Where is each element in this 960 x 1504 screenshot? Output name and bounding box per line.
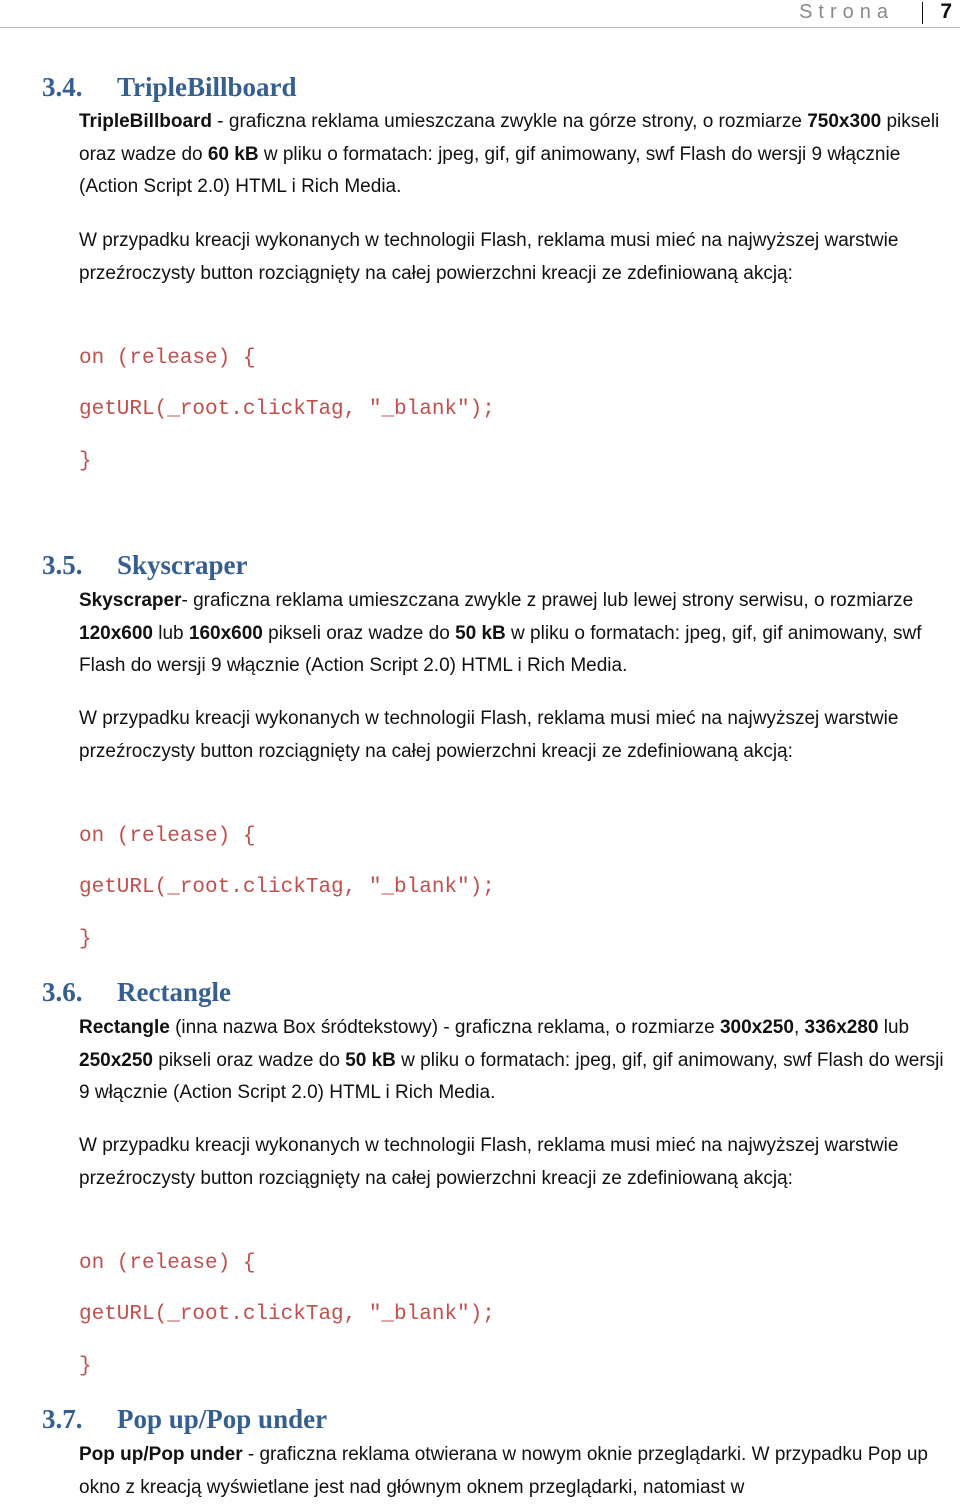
bold-term: TripleBillboard [79,111,213,132]
bold-term: 300x250 [719,1017,794,1038]
section-heading [42,550,248,581]
section-description [79,1439,959,1504]
header-divider [922,2,923,24]
bold-term: Rectangle [79,1017,170,1038]
code-line: } [79,928,92,951]
code-line: getURL(_root.clickTag, "_blank"); [79,876,495,899]
code-line: } [79,1355,92,1378]
code-line: getURL(_root.clickTag, "_blank"); [79,1303,495,1326]
text-run: pikseli oraz wadze do [262,622,456,644]
section-title: TripleBillboard [117,72,297,102]
section-number: 3.4. [42,72,83,102]
section-heading [42,1404,327,1435]
section-number: 3.6. [42,977,83,1007]
page-number: 7 [940,0,952,23]
code-line: on (release) { [79,347,256,370]
bold-term: Skyscraper [79,590,182,611]
text-run: , [793,1017,805,1038]
section-title: Rectangle [117,977,231,1007]
section-heading [42,72,297,103]
section-description [79,106,959,204]
header-page-word: Strona [799,1,894,23]
text-run: w pliku o formatach: jpeg, gif, gif animowany, swf Flash do wersji 9 włącznie (Action Script 2.0) HTML i Rich Media. [79,143,901,197]
code-line: on (release) { [79,1252,256,1275]
flash-note: W przypadku kreacji wykonanych w technologii Flash, reklama musi mieć na najwyższej warstwie przeźroczysty button rozciągnięty na całej powierzchni kreacji ze zdefiniowaną akcją: [79,708,899,762]
bold-term: 750x300 [807,111,882,132]
bold-term: Pop up/Pop under [79,1444,243,1465]
section-title: Pop up/Pop under [117,1404,328,1434]
text-run: lub [878,1017,910,1038]
section-number: 3.7. [42,1404,83,1434]
text-run: w pliku o formatach: jpeg, gif, gif animowany, swf Flash do wersji 9 włącznie (Action Script 2.0) HTML i Rich Media. [79,622,922,676]
text-run: - graficzna reklama umieszczana zwykle z prawej lub lewej strony serwisu, o rozmiarze [181,590,914,611]
section-title: Skyscraper [117,550,248,580]
code-line: } [79,450,92,473]
text-run: (inna nazwa Box śródtekstowy) - graficzna reklama, o rozmiarze [169,1017,720,1038]
flash-note: W przypadku kreacji wykonanych w technologii Flash, reklama musi mieć na najwyższej warstwie przeźroczysty button rozciągnięty na całej powierzchni kreacji ze zdefiniowaną akcją: [79,1135,899,1189]
page-header [0,0,960,28]
bold-term: 50 kB [455,622,506,644]
text-run: - graficzna reklama otwierana w nowym oknie przeglądarki. W przypadku Pop up okno z kreacją wyświetlane jest nad głównym oknem przeglądarki, natomiast w [79,1444,928,1498]
bold-term: 336x280 [804,1017,879,1038]
bold-term: 50 kB [345,1049,396,1071]
section-description [79,585,959,683]
text-run: w pliku o formatach: jpeg, gif, gif animowany, swf Flash do wersji 9 włącznie (Action Script 2.0) HTML i Rich Media. [79,1049,944,1103]
text-run: lub [152,622,189,644]
section-description [79,1012,959,1110]
flash-note: W przypadku kreacji wykonanych w technologii Flash, reklama musi mieć na najwyższej warstwie przeźroczysty button rozciągnięty na całej powierzchni kreacji ze zdefiniowaną akcją: [79,230,899,284]
code-line: on (release) { [79,825,256,848]
section-number: 3.5. [42,550,83,580]
bold-term: 60 kB [207,143,259,165]
bold-term: 250x250 [79,1049,153,1071]
bold-term: 160x600 [188,622,263,644]
text-run: pikseli oraz wadze do [79,111,940,165]
text-run: pikseli oraz wadze do [152,1049,346,1071]
text-run: - graficzna reklama umieszczana zwykle na górze strony, o rozmiarze [212,111,808,132]
code-line: getURL(_root.clickTag, "_blank"); [79,398,495,421]
section-heading [42,977,231,1008]
bold-term: 120x600 [79,622,153,644]
